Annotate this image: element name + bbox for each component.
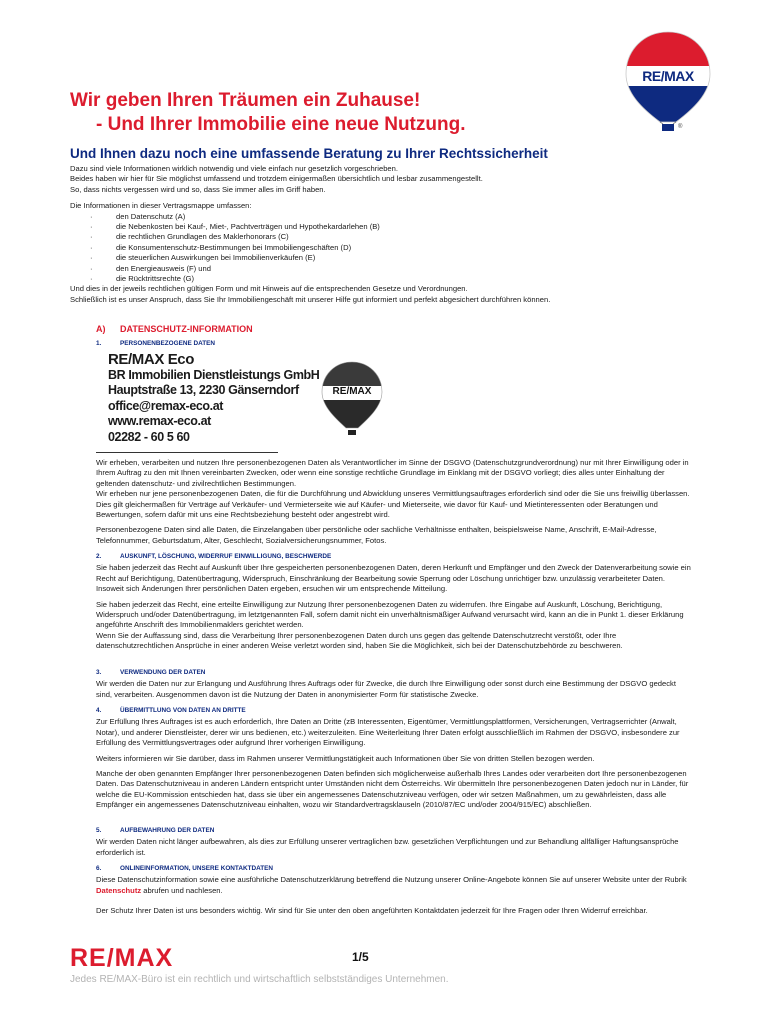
section-number: A) xyxy=(96,324,106,334)
remax-balloon-logo xyxy=(620,30,716,138)
section-title: ONLINEINFORMATION, UNSERE KONTAKTDATEN xyxy=(120,865,274,872)
section-6 xyxy=(96,864,694,896)
divider xyxy=(96,452,278,453)
paragraph: Sie haben jederzeit das Recht, eine erteilte Einwilligung zur Nutzung Ihrer personenbezogenen Daten zu widerrufen. Ihre Eingabe auf Auskunft, Löschung, Berichtigung, Widerspruch und/oder Datenübertragung, im letztgenannten Fall, sofern damit nicht ein unverhältnismäßiger Aufwand verursacht wird, kann an die in Punkt 1. dieser Erklärung angeführte Anschrift des Immobilienmaklers gerichtet werden. xyxy=(96,599,684,630)
balloon-icon xyxy=(318,360,386,442)
section-heading xyxy=(96,706,694,716)
paragraph: Wir werden Daten nicht länger aufbewahren, als dies zur Erfüllung unserer vertraglichen bzw. gesetzlichen Verpflichtungen und zur Behandlung allfälliger Haftungsansprüche erforderlich ist. xyxy=(96,837,679,857)
section-heading xyxy=(96,864,694,874)
page-number: 1/5 xyxy=(352,950,369,964)
section-2 xyxy=(96,552,694,652)
closing-paragraph: Der Schutz Ihrer Daten ist uns besonders wichtig. Wir sind für Sie unter den oben angeführten Kontaktdaten jederzeit für Ihre Fragen oder Ihren Widerruf erreichbar. xyxy=(96,906,648,915)
company-phone: 02282 - 60 5 60 xyxy=(108,429,190,444)
section-title: PERSONENBEZOGENE DATEN xyxy=(120,340,216,347)
section-heading xyxy=(96,826,694,836)
section-title: DATENSCHUTZ-INFORMATION xyxy=(120,324,253,334)
list-item: · die rechtlichen Grundlagen des Maklerhonorars (C) xyxy=(70,232,690,242)
intro-line: Dazu sind viele Informationen wirklich notwendig und viele einfach nur gesetzlich vorgeschrieben. xyxy=(70,164,398,173)
section-number: 6. xyxy=(96,865,102,872)
list-item: · die Rücktrittsrechte (G) xyxy=(70,274,690,284)
section-number: 2. xyxy=(96,553,102,560)
balloon-logo-text: RE/MAX xyxy=(642,68,694,84)
intro-block xyxy=(70,164,690,305)
contents-outro: Schließlich ist es unser Anspruch, dass Sie Ihr Immobiliengeschäft mit unserer Hilfe gut informiert und perfekt abgesichert durchführen können. xyxy=(70,294,551,304)
datenschutz-link[interactable]: Datenschutz xyxy=(96,885,142,895)
paragraph: Sie haben jederzeit das Recht auf Auskunft über Ihre gespeicherten personenbezogenen Daten, deren Herkunft und Empfänger und den Zweck der Datenverarbeitung sowie ein Recht auf Berichtigung, Datenübertragung, Widerspruch, Einschränkung der Bearbeitung sowie Sperrung oder Löschung unrichtiger bzw. unzulässig verarbeiteter Daten. xyxy=(96,563,691,583)
section-a-heading xyxy=(96,324,253,334)
paragraph: Wir werden die Daten nur zur Erlangung und Ausführung Ihres Auftrags oder für Zwecke, die durch Ihre Einwilligung oder sonst durch eine Bestimmung der DSGVO gedeckt sind, verarbeiten. Ausgenommen davon ist die Nutzung der Daten in anonymisierter Form für statistische Zwecke. xyxy=(96,679,676,699)
section-title: VERWENDUNG DER DATEN xyxy=(120,669,206,676)
section-3 xyxy=(96,668,694,700)
paragraph: Weiters informieren wir Sie darüber, dass im Rahmen unserer Vermittlungstätigkeit auch Informationen über Sie von dritten Stellen bezogen werden. xyxy=(96,753,595,763)
headline-line-1: Wir geben Ihren Träumen ein Zuhause! xyxy=(70,90,421,111)
paragraph: Wir erheben nur jene personenbezogenen Daten, die für die Durchführung und Abwicklung unseres Vermittlungsauftrages erforderlich sind oder die Sie uns freiwillig überlassen. Dies gilt gleichermaßen für Verträge auf Verkäufer- und Vermieterseite wie auf Käufer- und Mieterseite, wie davor für Kauf- und Mietinteressenten oder Beratungen und Bewertungen, sofern dafür mit uns eine Rechtsbeziehung besteht oder angestrebt wird. xyxy=(96,489,690,520)
company-email: office@remax-eco.at xyxy=(108,398,224,413)
intro-line: Beides haben wir hier für Sie möglichst umfassend und trotzdem einigermaßen übersichtlich und lesbar zusammengestellt. xyxy=(70,174,483,184)
section-number: 1. xyxy=(96,340,102,347)
section-title: ÜBERMITTLUNG VON DATEN AN DRITTE xyxy=(120,707,246,714)
paragraph: Wir erheben, verarbeiten und nutzen Ihre personenbezogenen Daten als Verantwortlicher im Sinne der DSGVO (Datenschutzgrundverordnung) nur mit Ihrer Einwilligung oder in Ihrem Auftrag zu den mit Ihnen vereinbarten Zwecken, oder wenn eine sonstige rechtliche Grundlage im Einklang mit der DSGVO vorliegt; dies alles unter Einhaltung der geltenden datenschutz- und zivilrechtlichen Bestimmungen. xyxy=(96,458,689,488)
card-balloon-text: RE/MAX xyxy=(332,386,372,397)
section-number: 4. xyxy=(96,707,102,714)
paragraph: Personenbezogene Daten sind alle Daten, die Einzelangaben über persönliche oder sachliche Verhältnisse enthalten, beispielsweise Name, Anschrift, E-Mail-Adresse, Telefonnummer, Geburtsdatum, Alter, Geschlecht, Sozialversicherungsnummer, Fotos. xyxy=(96,525,657,545)
balloon-icon xyxy=(620,30,716,138)
footer-logo: RE/MAX xyxy=(70,944,174,972)
section-heading xyxy=(96,668,694,678)
section-1-body xyxy=(96,458,694,546)
company-address: Hauptstraße 13, 2230 Gänserndorf xyxy=(108,383,299,398)
section-6-text: Diese Datenschutzinformation sowie eine ausführliche Datenschutzerklärung betreffend die Nutzung unserer Online-Angebote können Sie auf unserer Website unter der Rubrik xyxy=(96,875,687,885)
section-number: 3. xyxy=(96,669,102,676)
list-item: · die steuerlichen Auswirkungen bei Immobilienverkäufen (E) xyxy=(70,253,690,263)
registered-mark: ® xyxy=(678,124,683,130)
section-1-heading xyxy=(96,340,215,347)
footer-disclaimer: Jedes RE/MAX-Büro ist ein rechtlich und wirtschaftlich selbstständiges Unternehmen. xyxy=(70,974,449,985)
headline-line-2: - Und Ihrer Immobilie eine neue Nutzung. xyxy=(96,114,466,135)
paragraph: Manche der oben genannten Empfänger Ihrer personenbezogenen Daten befinden sich möglicherweise außerhalb Ihres Landes oder verarbeiten dort Ihre personenbezogenen Daten. Das Datenschutzniveau in anderen Ländern entspricht unter Umständen nicht dem Österreichs. Wir übermitteln Ihre personenbezogenen Daten jedoch nur in Länder, für welche die EU-Kommission entschieden hat, dass sie über ein angemessenes Datenschutzniveau verfügen, oder wir setzen Maßnahmen, um zu gewährleisten, dass alle Empfänger ein angemessenes Datenschutzniveau einhalten, wozu wir Standardvertragsklauseln (2010/87/EC und/oder 2004/915/EC) abschließen. xyxy=(96,769,689,810)
contents-outro: Und dies in der jeweils rechtlichen gültigen Form und mit Hinweis auf die entsprechenden Gesetze und Verordnungen. xyxy=(70,284,468,294)
paragraph: Zur Erfüllung Ihres Auftrages ist es auch erforderlich, Ihre Daten an Dritte (zB Interessenten, Eigentümer, Vermittlungsplattformen, Versicherungen, Vertragserrichter (Anwalt, Notar), und anderer Dienstleister, derer wir uns bedienen, etc.) weiterzuleiten. Eine Weiterleitung Ihrer Daten erfolgt ausschließlich im Rahmen der DSGVO, insbesondere zur Erfüllung des Vermittlungsvertrages oder aufgrund Ihrer vorherigen Einwilligung. xyxy=(96,717,680,748)
paragraph: Wenn Sie der Auffassung sind, dass die Verarbeitung Ihrer personenbezogenen Daten durch uns gegen das geltende Datenschutzrecht verstößt, oder Ihre datenschutzrechtlichen Ansprüche in einer anderen Weise verletzt worden sind, haben Sie die Möglichkeit, sich bei der Datenschutzbehörde zu beschweren. xyxy=(96,630,623,651)
section-title: AUSKUNFT, LÖSCHUNG, WIDERRUF EINWILLIGUNG, BESCHWERDE xyxy=(120,553,332,560)
company-card xyxy=(108,352,319,446)
subheadline: Und Ihnen dazu noch eine umfassende Beratung zu Ihrer Rechtssicherheit xyxy=(70,146,548,161)
intro-line: So, dass nichts vergessen wird und so, dass Sie immer alles im Griff haben. xyxy=(70,184,326,194)
paragraph: Insoweit sich Änderungen Ihrer persönlichen Daten ergeben, ersuchen wir um entsprechende Mitteilung. xyxy=(96,584,448,594)
section-title: AUFBEWAHRUNG DER DATEN xyxy=(120,827,215,834)
card-balloon-logo xyxy=(318,360,386,442)
list-item: · die Konsumentenschutz-Bestimmungen bei Immobiliengeschäften (D) xyxy=(70,243,690,253)
list-item: · die Nebenkosten bei Kauf-, Miet-, Pachtverträgen und Hypothekardarlehen (B) xyxy=(70,222,690,232)
section-heading xyxy=(96,552,694,562)
section-6-text-end: abrufen und nachlesen. xyxy=(141,885,223,895)
company-line: BR Immobilien Dienstleistungs GmbH xyxy=(108,367,320,382)
section-4 xyxy=(96,706,694,811)
company-name: RE/MAX Eco xyxy=(108,351,195,368)
contents-intro: Die Informationen in dieser Vertragsmappe umfassen: xyxy=(70,201,252,211)
company-web: www.remax-eco.at xyxy=(108,414,211,429)
paragraph xyxy=(96,875,694,896)
section-5 xyxy=(96,826,694,858)
section-number: 5. xyxy=(96,827,102,834)
list-item: · den Datenschutz (A) xyxy=(70,212,690,222)
list-item: · den Energieausweis (F) und xyxy=(70,264,690,274)
contents-list xyxy=(70,212,690,285)
